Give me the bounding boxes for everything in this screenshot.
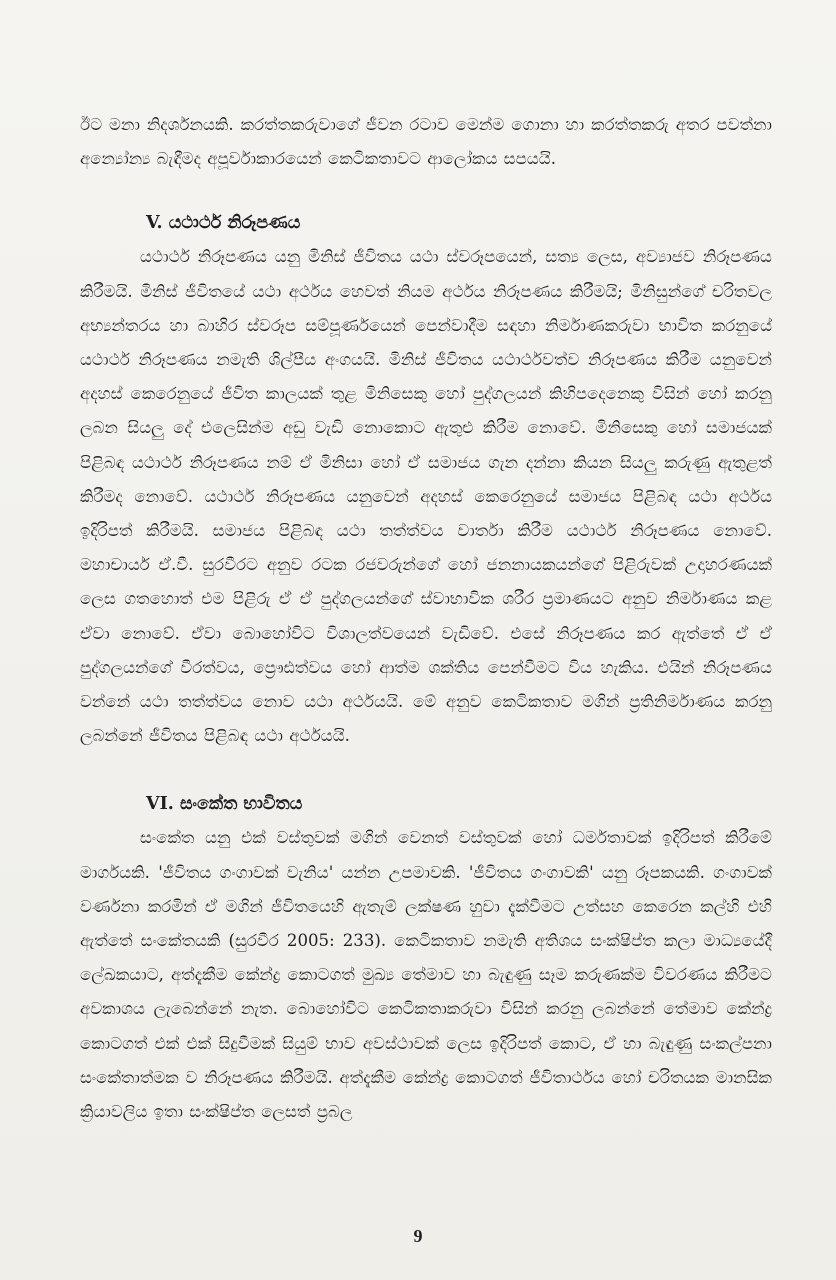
heading-symbolism: VI. සංකේත භාවිතය <box>146 794 303 815</box>
intro-paragraph: ඊට මනා නිදර්ශනයකි. කරත්තකරුවාගේ ජීවන රටාව මෙන්ම ගොනා හා කරත්තකරු අතර පවත්නා අන්‍යෝන්‍ය බැඳීමද අපූර්වාකාරයෙන් කෙටිකතාවට ආලෝකය සපයයි. <box>80 115 772 169</box>
page-number: 9 <box>413 1226 423 1246</box>
realism-paragraph: යථාර්ථ නිරූපණය යනු මිනිස් ජීවිතය යථා ස්වරූපයෙන්, සත්‍ය ලෙස, අව්‍යාජව නිරූපණය කිරීමයි. මිනිස් ජීවිතයේ යථා අර්ථය හෙවත් නියම අර්ථය නිරූපණය කිරීමයි; මිනිසුන්ගේ චරිතවල අභ්‍යන්තරය හා බාහිර ස්වරූප සම්පූර්ණයෙන් පෙන්වාදීම සඳහා නිර්මාණකරුවා භාවිත කරනුයේ යථාර්ථ නිරූපණය නමැති ශිල්පීය අංගයයි. මිනිස් ජීවිතය යථාර්ථවත්ව නිරූපණය කිරීම යනුවෙන් අදහස් කෙරෙනුයේ ජීවිත කාලයක් තුළ මිනිසෙකු හෝ පුද්ගලයන් කිහිපදෙනෙකු විසින් හෝ කරනු ලබන සියලු දේ එලෙසින්ම අඩු වැඩි නොකොට ඇතුළු කිරීම නොවේ. මිනිසෙකු හෝ සමාජයක් පිළිබඳ යථාර්ථ නිරූපණය නම් ඒ මිනිසා හෝ ඒ සමාජය ගැන දන්නා කියන සියලු කරුණු ඇතුළත් කිරීමද නොවේ. යථාර්ථ නිරූපණය යනුවෙන් අදහස් කෙරෙනුයේ සමාජය පිළිබඳ යථා අර්ථය ඉදිරිපත් කිරීමයි. සමාජය පිළිබඳ යථා තත්ත්වය වාර්තා කිරීම යථාර්ථ නිරූපණය නොවේ. මහාචාර්ය ඒ.වී. සුරවීරට අනුව රටක රජවරුන්ගේ හෝ ජනනායකයන්ගේ පිළිරුවක් උදාහරණයක් ලෙස ගතහොත් එම පිළිරු ඒ ඒ පුද්ගලයන්ගේ ස්වාභාවික ශරීර ප්‍රමාණයට අනුව නිර්මාණය කළ ඒවා නොවේ. ඒවා බොහෝවිට විශාලත්වයෙන් වැඩිවේ. එසේ නිරූපණය කර ඇත්තේ ඒ ඒ පුද්ගලයන්ගේ වීරත්වය, ප්‍රෞඪත්වය හෝ ආත්ම ශක්තිය පෙන්වීමට විය හැකිය. එයින් නිරූපණය වන්නේ යථා තත්ත්වය නොව යථා අර්ථයයි. මේ අනුව කෙටිකතාව මගින් ප්‍රතිනිර්මාණය කරනු ලබන්නේ ජීවිතය පිළිබඳ යථා අර්ථයයි. <box>80 247 772 746</box>
symbolism-paragraph: සංකේත යනු එක් වස්තුවක් මගින් වෙනත් වස්තුවක් හෝ ධර්මතාවක් ඉදිරිපත් කිරීමේ මාර්ගයකි. 'ජීවිතය ගංගාවක් වැනිය' යන්න උපමාවකි. 'ජීවිතය ගංගාවකි' යනු රූපකයකි. ගංගාවක් වර්ණනා කරමින් ඒ මගින් ජීවිතයෙහි ඇතැම් ලක්ෂණ හුවා දැක්වීමට උත්සහ කෙරෙන කල්හි එහි ඇත්තේ සංකේතයකි (සුරවීර 2005: 233). කෙටිකතාව නමැති අතිශය සංක්ෂිප්ත කලා මාධ්‍යයේදී ලේඛකයාට, අත්දැකීම කේන්ද්‍ර කොටගත් මුඛ්‍ය තේමාව හා බැඳුණු සෑම කරුණක්ම විවරණය කිරීමට අවකාශය ලැබෙන්නේ නැත. බොහෝවිට කෙටිකතාකරුවා විසින් කරනු ලබන්නේ තේමාව කේන්ද්‍ර කොටගත් එක් එක් සිදුවීමක් සියුම් භාව අවස්ථාවක් ලෙස ඉදිරිපත් කොට, ඒ හා බැඳුණු සංකල්පනා සංකේතාත්මක ව නිරූපණය කිරීමයි. අත්දැකීම කේන්ද්‍ර කොටගත් ජීවිතාර්ථය හෝ චරිතයක මානසික ක්‍රියාවලිය ඉතා සංක්ෂිප්ත ලෙසත් ප්‍රබල <box>80 828 772 1122</box>
heading-realism: V. යථාර්ථ නිරූපණය <box>146 213 301 234</box>
